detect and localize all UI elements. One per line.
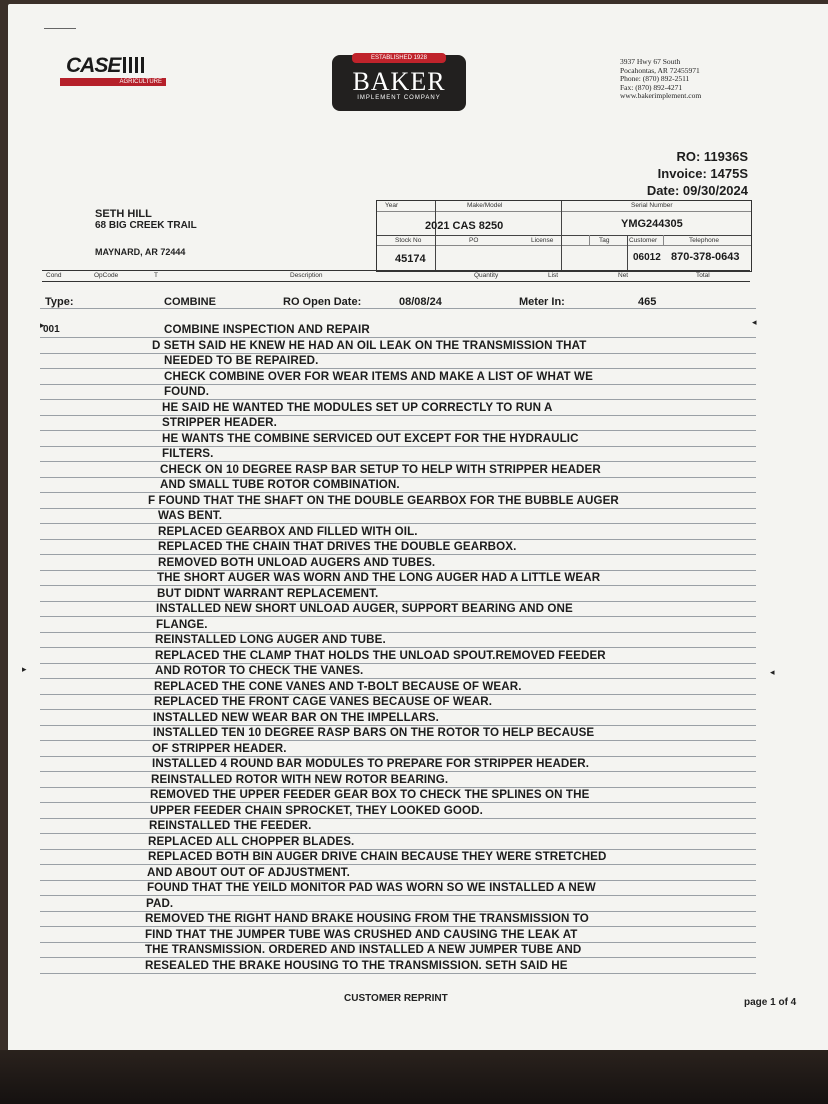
description-line: RESEALED THE BRAKE HOUSING TO THE TRANSMISSION. SETH SAID HE [145,958,568,972]
description-line: INSTALLED TEN 10 DEGREE RASP BARS ON THE ROTOR TO HELP BECAUSE [153,726,595,739]
tag-label: Tag [599,237,610,244]
customer-number: 06012 [633,252,661,263]
address-line: www.bakerimplement.com [620,91,702,101]
column-header-row [42,270,750,282]
rule-line [40,415,756,416]
customer-street: 68 BIG CREEK TRAIL [95,220,197,231]
telephone-value: 870-378-0643 [671,251,740,263]
description-line: REPLACED BOTH BIN AUGER DRIVE CHAIN BECAUSE THEY WERE STRETCHED [148,850,607,863]
baker-name: BAKER [352,67,446,96]
invoice-number: Invoice: 1475S [657,166,748,181]
description-line: AND ROTOR TO CHECK THE VANES. [155,664,364,677]
rule-line [40,585,756,586]
description-line: AND ABOUT OUT OF ADJUSTMENT. [147,865,350,879]
rule-line [40,632,756,633]
grid-line [435,201,436,271]
description-line: CHECK ON 10 DEGREE RASP BAR SETUP TO HELP WITH STRIPPER HEADER [160,462,601,476]
grid-line [663,235,664,245]
customer-block [95,208,197,258]
rule-line [40,353,756,354]
serial-value: YMG244305 [621,218,683,230]
description-line: THE SHORT AUGER WAS WORN AND THE LONG AUGER HAD A LITTLE WEAR [157,571,601,584]
description-line: REINSTALLED LONG AUGER AND TUBE. [155,633,386,646]
description-line: REMOVED BOTH UNLOAD AUGERS AND TUBES. [158,555,436,569]
address-line: Pocahontas, AR 72455971 [620,65,700,75]
job-number: 001 [43,324,60,335]
description-line: FOUND THAT THE YEILD MONITOR PAD WAS WORN SO WE INSTALLED A NEW [147,881,596,894]
description-line: AND SMALL TUBE ROTOR COMBINATION. [160,478,400,491]
description-line: PAD. [146,896,174,910]
baker-logo [332,55,466,111]
address-line: 3937 Hwy 67 South [620,57,681,66]
rule-line [40,818,756,819]
type-label: Type: [45,296,74,308]
description-line: INSTALLED 4 ROUND BAR MODULES TO PREPARE FOR STRIPPER HEADER. [152,757,590,770]
description-line: D SETH SAID HE KNEW HE HAD AN OIL LEAK ON THE TRANSMISSION THAT [152,338,587,352]
col-total: Total [696,272,710,279]
description-line: REMOVED THE UPPER FEEDER GEAR BOX TO CHECK THE SPLINES ON THE [150,788,590,801]
grid-line [377,211,751,212]
description-line: FILTERS. [162,447,214,460]
description-line: COMBINE INSPECTION AND REPAIR [164,323,370,336]
rule-line [40,508,756,509]
col-t: T [154,272,158,279]
description-line: BUT DIDNT WARRANT REPLACEMENT. [157,586,379,600]
description-line: FOUND. [164,385,210,398]
staple-mark [44,28,76,29]
grid-line [377,245,751,246]
ro-block [647,148,748,199]
baker-subtitle: IMPLEMENT COMPANY [357,95,441,101]
col-description: Description [290,272,323,279]
description-line: REPLACED THE CLAMP THAT HOLDS THE UNLOAD SPOUT.REMOVED FEEDER [155,648,606,662]
description-line: REMOVED THE RIGHT HAND BRAKE HOUSING FROM THE TRANSMISSION TO [145,912,589,925]
description-line: FIND THAT THE JUMPER TUBE WAS CRUSHED AND CAUSING THE LEAK AT [145,927,578,941]
stock-value: 45174 [395,253,426,265]
make-model-value: 2021 CAS 8250 [425,220,504,232]
make-model-label: Make/Model [467,202,503,209]
customer-name: SETH HILL [95,208,152,220]
description-line: WAS BENT. [158,509,223,522]
rule-line [40,973,756,974]
description-line: STRIPPER HEADER. [162,416,277,429]
case-logo-text: CASE [66,54,121,77]
customer-label: Customer [629,237,658,244]
meter-value: 465 [638,296,657,308]
case-logo [66,54,145,78]
col-opcode: OpCode [94,272,119,279]
type-value: COMBINE [164,296,216,308]
baker-established: ESTABLISHED 1928 [352,53,446,63]
stock-label: Stock No [395,237,422,244]
col-quantity: Quantity [474,272,499,279]
case-sub-bar: AGRICULTURE [60,78,166,86]
grid-line [377,235,751,236]
arrow-left-icon: ◂ [752,317,757,327]
address-line: Phone: (870) 892-2511 [620,74,690,84]
description-line: INSTALLED NEW SHORT UNLOAD AUGER, SUPPORT BEARING AND ONE [156,602,573,615]
dealer-address [620,58,701,101]
rule-line [40,740,756,741]
arrow-right-icon: ▸ [22,664,27,674]
col-cond: Cond [46,272,62,279]
description-line: F FOUND THAT THE SHAFT ON THE DOUBLE GEARBOX FOR THE BUBBLE AUGER [148,493,619,507]
description-line: INSTALLED NEW WEAR BAR ON THE IMPELLARS. [153,710,439,724]
rule-line [40,663,756,664]
description-line: HE WANTS THE COMBINE SERVICED OUT EXCEPT FOR THE HYDRAULIC [162,431,579,445]
grid-line [589,235,590,245]
grid-line [561,201,562,271]
rule-line [40,616,756,617]
telephone-label: Telephone [689,237,719,244]
arrow-right-icon: ▸ [40,320,45,330]
grid-line [627,235,628,271]
ro-open-value: 08/08/24 [399,296,442,308]
description-line: CHECK COMBINE OVER FOR WEAR ITEMS AND MAKE A LIST OF WHAT WE [164,369,593,383]
po-label: PO [469,237,479,244]
description-line: REINSTALLED ROTOR WITH NEW ROTOR BEARING. [151,772,449,786]
rule-line [40,384,756,385]
description-line: REPLACED THE FRONT CAGE VANES BECAUSE OF WEAR. [154,695,493,708]
description-line: REPLACED THE CONE VANES AND T-BOLT BECAUSE OF WEAR. [154,679,522,693]
col-list: List [548,272,559,279]
description-line: REPLACED THE CHAIN THAT DRIVES THE DOUBLE GEARBOX. [158,540,517,553]
description-line: HE SAID HE WANTED THE MODULES SET UP CORRECTLY TO RUN A [162,400,553,414]
description-line: REPLACED ALL CHOPPER BLADES. [148,834,355,848]
serial-label: Serial Number [631,202,673,209]
description-line: UPPER FEEDER CHAIN SPROCKET, THEY LOOKED GOOD. [150,803,483,817]
year-label: Year [385,202,399,209]
col-net: Net [618,272,629,279]
rule-line [40,308,756,309]
page-number: page 1 of 4 [744,997,797,1008]
description-line: OF STRIPPER HEADER. [152,741,287,755]
vehicle-info-grid [376,200,752,272]
description-line: FLANGE. [156,617,208,631]
address-line: Fax: (870) 892-4271 [620,82,683,92]
invoice-date: Date: 09/30/2024 [646,183,748,198]
description-line: REPLACED GEARBOX AND FILLED WITH OIL. [158,524,418,538]
ro-number: RO: 11936S [676,149,748,164]
ro-open-label: RO Open Date: [283,296,362,308]
customer-reprint: CUSTOMER REPRINT [344,993,448,1004]
customer-city: MAYNARD, AR 72444 [95,247,186,257]
license-label: License [531,237,554,244]
case-stripes-icon [123,57,145,73]
background-surface [0,1050,828,1104]
description-line: REINSTALLED THE FEEDER. [149,819,312,832]
rule-line [40,446,756,447]
description-line: NEEDED TO BE REPAIRED. [164,354,319,367]
meter-label: Meter In: [519,296,565,308]
arrow-left-icon: ◂ [770,667,775,677]
description-line: THE TRANSMISSION. ORDERED AND INSTALLED A NEW JUMPER TUBE AND [145,943,582,956]
